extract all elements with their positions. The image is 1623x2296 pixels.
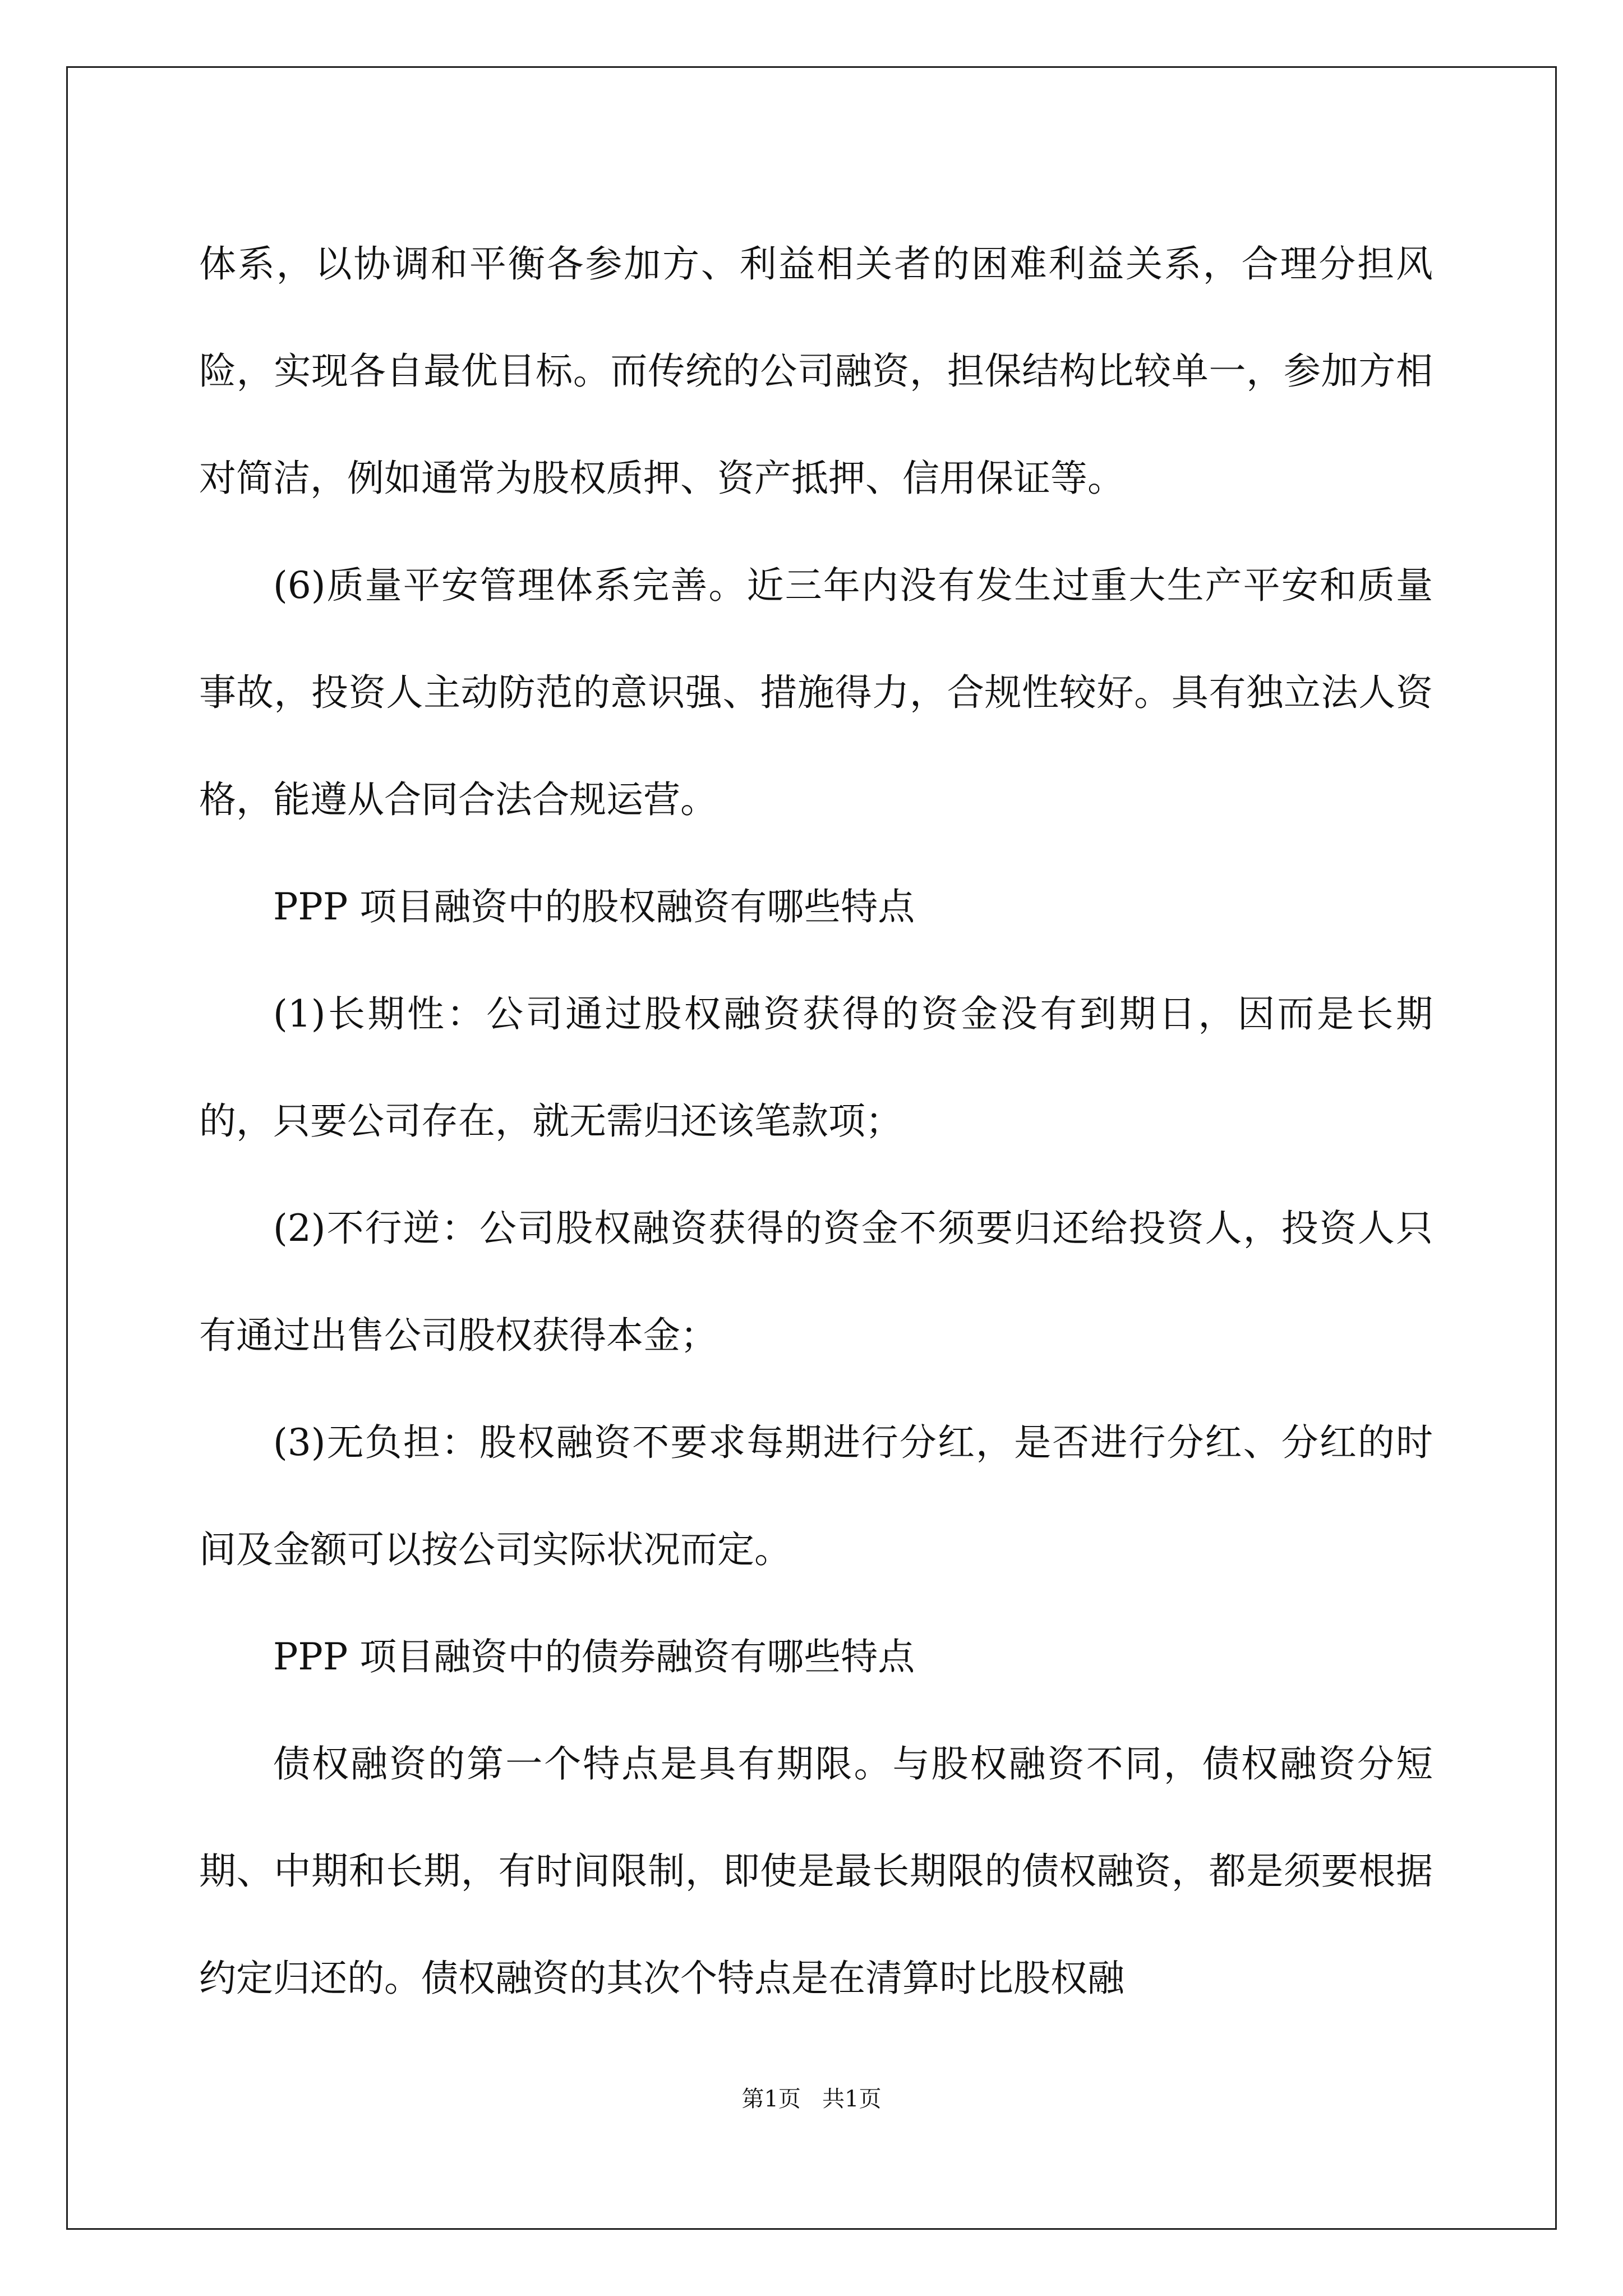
document-body bbox=[199, 210, 1433, 2032]
paragraph-2: (6)质量平安管理体系完善。近三年内没有发生过重大生产平安和质量事故，投资人主动防范的意识强、措施得力，合规性较好。具有独立法人资格，能遵从合同合法合规运营。 bbox=[199, 564, 1433, 821]
paragraph-long-term: (1)长期性：公司通过股权融资获得的资金没有到期日，因而是长期的，只要公司存在，就无需归还该笔款项； bbox=[199, 992, 1433, 1143]
paragraph-debt-financing: 债权融资的第一个特点是具有期限。与股权融资不同，债权融资分短期、中期和长期，有时间限制，即使是最长期限的债权融资，都是须要根据约定归还的。债权融资的其次个特点是在清算时比股权融 bbox=[199, 1742, 1433, 2000]
paragraph-1: 体系，以协调和平衡各参加方、利益相关者的困难利益关系，合理分担风险，实现各自最优目标。而传统的公司融资，担保结构比较单一，参加方相对简洁，例如通常为股权质押、资产抵押、信用保证等。 bbox=[199, 242, 1433, 500]
page-number-footer: 第1页 共1页 bbox=[741, 2086, 882, 2112]
section-heading-bond: PPP 项目融资中的债券融资有哪些特点 bbox=[273, 1635, 915, 1678]
paragraph-irreversible: (2)不行逆：公司股权融资获得的资金不须要归还给投资人，投资人只有通过出售公司股权获得本金； bbox=[199, 1207, 1433, 1357]
paragraph-no-burden: (3)无负担：股权融资不要求每期进行分红，是否进行分红、分红的时间及金额可以按公司实际状况而定。 bbox=[199, 1421, 1433, 1571]
section-heading-equity: PPP 项目融资中的股权融资有哪些特点 bbox=[273, 885, 915, 928]
